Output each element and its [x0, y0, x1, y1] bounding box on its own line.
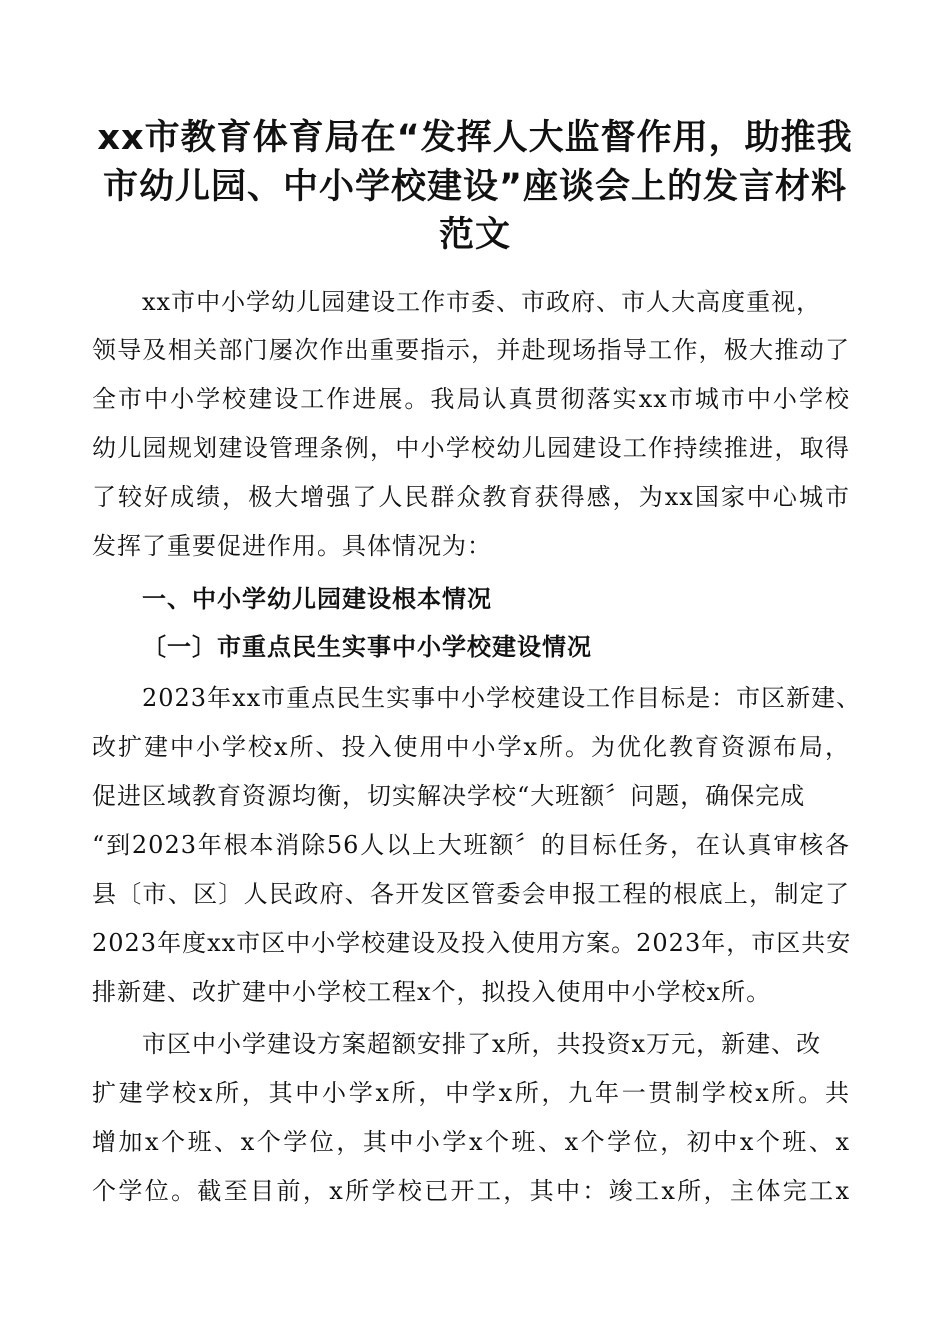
intro-line-3: 全市中小学校建设工作进展。我局认真贯彻落实xx市城市中小学校: [92, 385, 850, 413]
document-title-line-2: 市幼儿园、中小学校建设”座谈会上的发言材料: [102, 167, 847, 207]
para2-line-6: 2023年度xx市区中小学校建设及投入使用方案。2023年，市区共安: [92, 929, 852, 957]
subsection-heading: 〔一〕市重点民生实事中小学校建设情况: [142, 632, 592, 661]
section-heading: 一、中小学幼儿园建设根本情况: [142, 585, 492, 613]
para3-line-3: 增加x个班、x个学位，其中小学x个班、x个学位，初中x个班、x: [92, 1128, 850, 1156]
intro-line-2: 领导及相关部门屡次作出重要指示，并赴现场指导工作，极大推动了: [92, 336, 850, 364]
intro-line-5: 了较好成绩，极大增强了人民群众教育获得感，为xx国家中心城市: [92, 483, 850, 511]
para3-line-2: 扩建学校x所，其中小学x所，中学x所，九年一贯制学校x所。共: [92, 1079, 850, 1107]
para3-line-1: 市区中小学建设方案超额安排了x所，共投资x万元，新建、改: [142, 1030, 822, 1058]
para2-line-4: “到2023年根本消除56人以上大班额〞的目标任务，在认真审核各: [92, 831, 850, 859]
document-title-line-1: xx市教育体育局在“发挥人大监督作用，助推我: [97, 118, 853, 158]
para2-line-3: 促进区域教育资源均衡，切实解决学校“大班额〞问题，确保完成: [92, 782, 806, 810]
intro-line-1: xx市中小学幼儿园建设工作市委、市政府、市人大高度重视，: [142, 288, 822, 316]
para3-line-4: 个学位。截至目前，x所学校已开工，其中：竣工x所，主体完工x: [92, 1177, 850, 1205]
para2-line-1: 2023年xx市重点民生实事中小学校建设工作目标是：市区新建、: [142, 684, 862, 712]
para2-line-2: 改扩建中小学校x所、投入使用中小学x所。为优化教育资源布局，: [92, 733, 850, 761]
intro-line-6: 发挥了重要促进作用。具体情况为：: [92, 532, 492, 560]
para2-line-7: 排新建、改扩建中小学校工程x个，拟投入使用中小学校x所。: [92, 978, 772, 1006]
intro-line-4: 幼儿园规划建设管理条例，中小学校幼儿园建设工作持续推进，取得: [92, 434, 850, 462]
document-title-line-3: 范文: [438, 215, 511, 255]
para2-line-5: 县〔市、区〕人民政府、各开发区管委会申报工程的根底上，制定了: [92, 880, 850, 908]
